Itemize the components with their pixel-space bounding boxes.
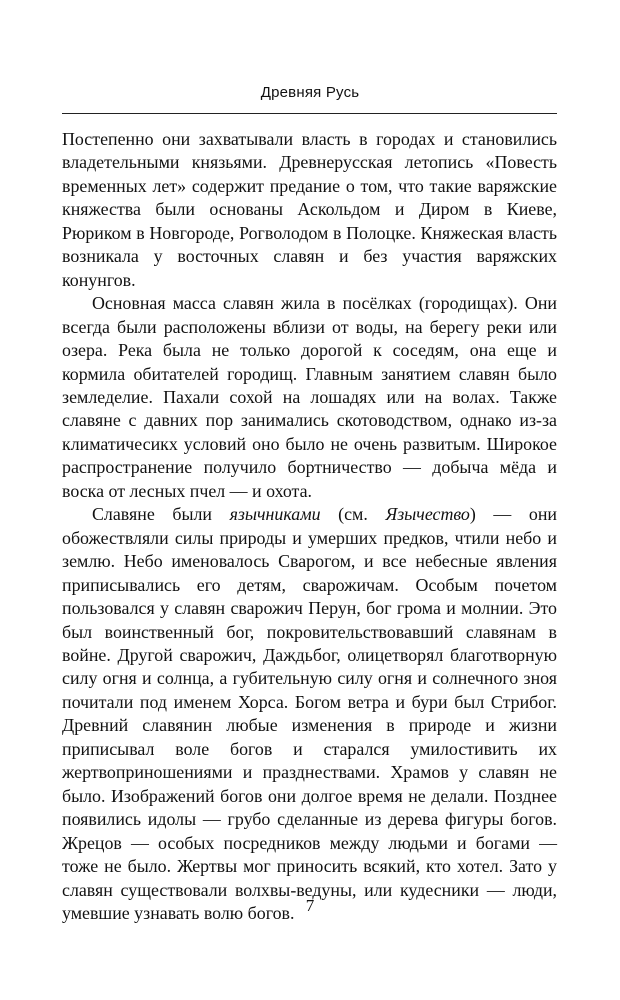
paragraph-3-seg1: Славяне были (92, 504, 230, 525)
paragraph-2: Основная масса славян жила в посёлках (городищах). Они всегда были расположены вблизи от воды, на берегу реки или озера. Река была не только дорогой к соседям, она еще и кормила обитателей городищ. Главным занятием славян было земледелие. Пахали сохой на лошадях или на волах. Также славяне с давних пор занимались скотоводством, однако из-за климатичесикх условий оно было не очень развитым. Широкое распространение получило бортничество — добыча мёда и воска от лесных пчел — и охота. (62, 293, 557, 501)
paragraph-1: Постепенно они захватывали власть в городах и становились владетельными князьями. Древнерусская летопись «Повесть временных лет» содержит предание о том, что такие варяжские княжества были основаны Аскольдом и Диром в Киеве, Рюриком в Новгороде, Рогволодом в Полоцке. Княжеская власть возникала у восточных славян и без участия варяжских конунгов. (62, 129, 557, 290)
running-header: Древняя Русь (260, 84, 360, 101)
cross-reference-yazychestvo: Язычество (385, 504, 470, 525)
paragraph-3-seg5: ) — они обожествляли силы природы и умерших предков, чтили небо и землю. Небо именовалось Сварогом, и все небесные явления приписывались его детям, сварожичам. Особым почетом пользовался у славян сварожич Перун, бог грома и молнии. Это был воинственный бог, покровительствовавший славянам в войне. Другой сварожич, Даждьбог, олицетворял благотворную силу огня и солнца, а губительную силу огня и солнечного зноя почитали под именем Хорса. Богом ветра и бури был Стрибог. Древний славянин любые изменения в природе и жизни приписывал воле богов и старался умилостивить их жертвоприношениями и празднествами. Храмов у славян не было. Изображений богов они долгое время не делали. Позднее появились идолы — грубо сделанные из дерева фигуры богов. Жрецов — особых посредников между людьми и богами — тоже не было. Жертвы мог приносить всякий, кто хотел. Зато у славян существовали волхвы-ведуны, или кудесники — люди, умевшие узнавать волю богов. (62, 504, 557, 923)
page-number: 7 (305, 896, 315, 915)
header-rule (62, 113, 557, 114)
paragraph-3 (62, 503, 557, 925)
paragraph-3-seg3: (см. (320, 504, 386, 525)
body-text (62, 128, 557, 925)
term-yazychniki: язычниками (229, 504, 321, 525)
